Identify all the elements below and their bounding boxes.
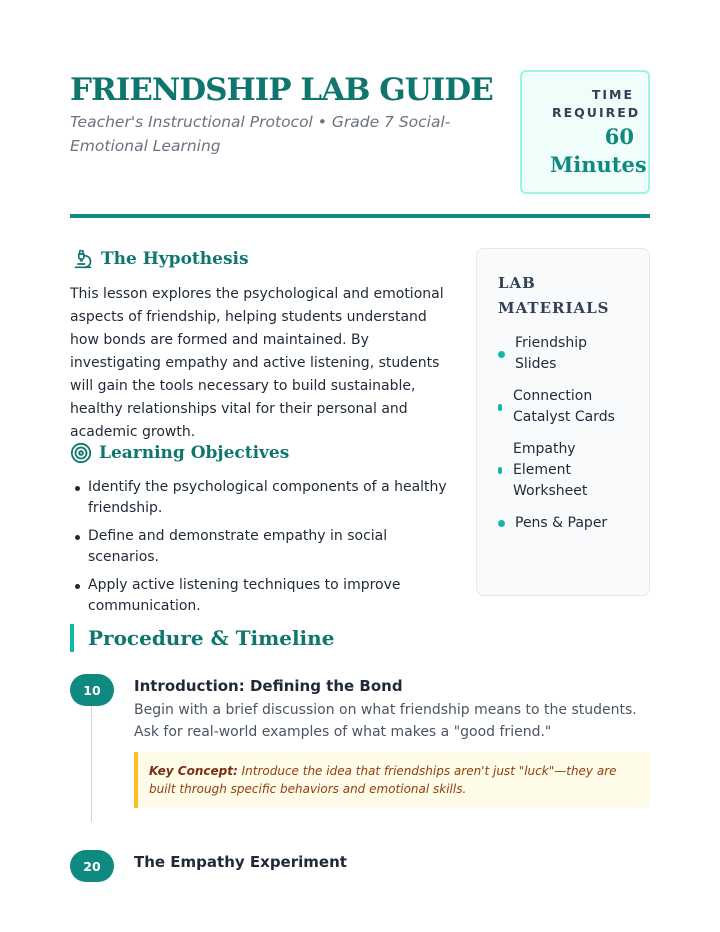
step-description: Begin with a brief discussion on what friendship means to the students. Ask for real-world examples of what makes a "good friend.": [134, 702, 637, 740]
step-title: Introduction: Defining the Bond: [134, 677, 403, 695]
callout-text: Introduce the idea that friendships aren't just "luck"—they are built through specific behaviors and emotional skills.: [149, 764, 617, 796]
material-label: Connection Catalyst Cards: [513, 388, 615, 425]
material-item: [498, 386, 638, 428]
page-header: [70, 70, 650, 218]
lab-materials-heading: LAB MATERIALS: [498, 274, 610, 317]
page-subtitle: Teacher's Instructional Protocol • Grade 7 Social-Emotional Learning: [70, 113, 451, 155]
lab-materials-panel: [476, 248, 650, 596]
time-required-box: [520, 70, 650, 194]
objective-item: Define and demonstrate empathy in social scenarios.: [70, 526, 455, 568]
objectives-heading-text: Learning Objectives: [99, 443, 290, 463]
material-label: Pens & Paper: [515, 515, 608, 531]
material-label: Friendship Slides: [515, 335, 587, 372]
objectives-heading: [70, 442, 289, 464]
target-icon: [70, 442, 92, 464]
procedure-accent-bar: [70, 624, 74, 652]
objective-item: Apply active listening techniques to improve communication.: [70, 575, 455, 617]
step-minutes-badge: 10: [70, 674, 114, 706]
material-item: [498, 439, 638, 502]
objectives-list: [70, 477, 455, 624]
page-title: FRIENDSHIP LAB GUIDE: [70, 72, 493, 108]
hypothesis-body: This lesson explores the psychological and emotional aspects of friendship, helping students understand how bonds are formed and maintained. By investigating empathy and active listening, students will gain the tools necessary to build sustainable, healthy relationships vital for their personal and academic growth.: [70, 286, 444, 440]
hypothesis-heading: [72, 248, 249, 270]
material-item: [498, 333, 618, 375]
bullet-dot-icon: [498, 467, 502, 474]
callout-label: Key Concept:: [149, 764, 238, 778]
time-required-label: TIME REQUIRED: [552, 87, 641, 120]
microscope-icon: [72, 248, 94, 270]
bullet-dot-icon: [498, 520, 505, 527]
header-divider: [70, 214, 650, 218]
hypothesis-heading-text: The Hypothesis: [101, 249, 249, 269]
procedure-heading: Procedure & Timeline: [88, 626, 335, 650]
bullet-dot-icon: [498, 404, 502, 411]
step-minutes-badge: 20: [70, 850, 114, 882]
step-title: The Empathy Experiment: [134, 853, 347, 871]
material-item: [498, 513, 638, 534]
bullet-dot-icon: [498, 351, 505, 358]
key-concept-callout: [134, 752, 650, 808]
time-required-value: 60 Minutes: [550, 124, 647, 177]
objective-item: Identify the psychological components of a healthy friendship.: [70, 477, 455, 519]
material-label: Empathy Element Worksheet: [513, 441, 588, 499]
timeline-connector: [91, 706, 92, 822]
